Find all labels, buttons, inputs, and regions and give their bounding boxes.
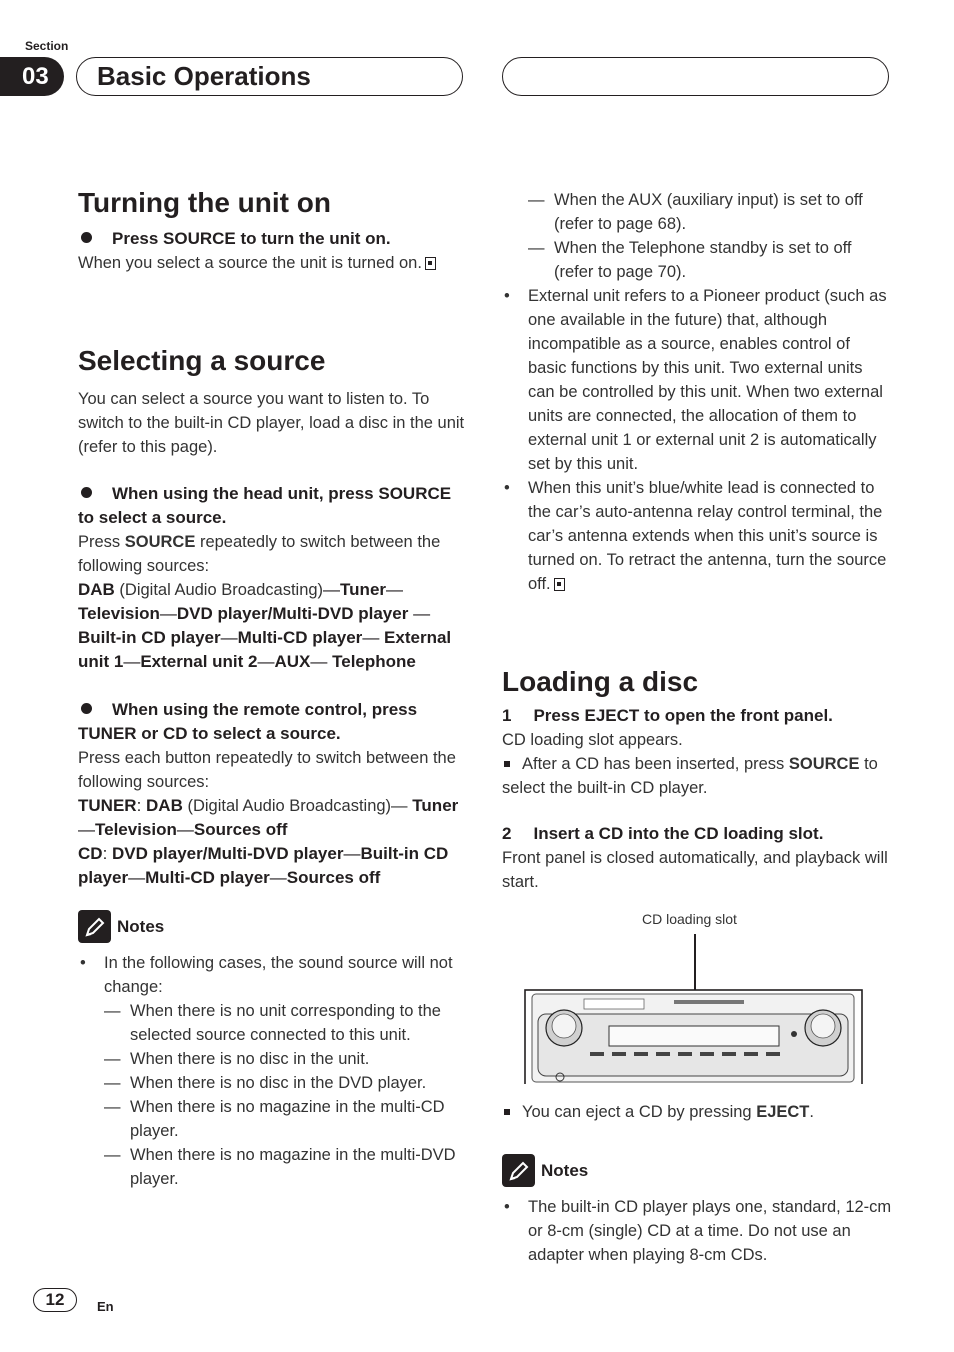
right-column bbox=[502, 188, 892, 1267]
square-bullet-icon bbox=[504, 761, 510, 767]
notes-left-bullet: • In the following cases, the sound source will not change: bbox=[80, 954, 453, 996]
step-insert: 2 Insert a CD into the CD loading slot. bbox=[502, 824, 824, 843]
notes-heading-left: Notes bbox=[78, 910, 470, 943]
figure-label: CD loading slot bbox=[642, 911, 737, 927]
telephone-dash: — When the Telephone standby is set to off (refer to page 70). bbox=[528, 239, 852, 281]
step-remote: When using the remote control, press TUNER or CD to select a source. bbox=[78, 700, 418, 743]
aux-dash: — When the AUX (auxiliary input) is set to off (refer to page 68). bbox=[528, 191, 863, 233]
eject-body: CD loading slot appears. bbox=[502, 731, 683, 749]
pencil-note-icon bbox=[78, 910, 111, 943]
left-column bbox=[78, 186, 470, 1191]
remote-body: Press each button repeatedly to switch between the following sources: bbox=[78, 749, 456, 791]
notes-right-bullet: • The built-in CD player plays one, standard, 12-cm or 8-cm (single) CD at a time. Do not use an adapter when playing 8-cm CDs. bbox=[504, 1198, 892, 1264]
heading-loading: Loading a disc bbox=[502, 666, 699, 697]
step-eject: 1 Press EJECT to open the front panel. bbox=[502, 706, 833, 725]
selecting-intro: You can select a source you want to listen to. To switch to the built-in CD player, load a disc in the unit (refer to this page). bbox=[78, 390, 465, 456]
chapter-title-box bbox=[76, 57, 463, 96]
chapter-title: Basic Operations bbox=[97, 61, 311, 91]
section-label: Section bbox=[25, 39, 69, 53]
turn-on-body: When you select a source the unit is turned on. bbox=[78, 251, 470, 275]
end-mark-icon bbox=[554, 578, 565, 591]
external-unit-bullet: • External unit refers to a Pioneer product (such as one available in the future) that, although incompatible as a source, enables control of basic functions by this unit. Two external units can be controlled by this unit. When two external units are connected, the allocation of them to external unit 1 or external unit 2 is automatically set by this unit. bbox=[504, 287, 887, 473]
eject-note: After a CD has been inserted, press SOURCE to select the built-in CD player. bbox=[502, 755, 878, 797]
eject-tip: You can eject a CD by pressing EJECT. bbox=[502, 1100, 892, 1124]
end-mark-icon bbox=[425, 257, 436, 270]
pencil-note-icon bbox=[502, 1154, 535, 1187]
step-turn-on: Press SOURCE to turn the unit on. bbox=[78, 227, 470, 251]
bullet-dot bbox=[81, 487, 92, 498]
head-unit-body: Press SOURCE repeatedly to switch between the following sources: bbox=[78, 533, 441, 575]
bullet-dot bbox=[81, 703, 92, 714]
header-empty-box bbox=[502, 57, 889, 96]
tuner-sequence: TUNER: DAB (Digital Audio Broadcasting)— Tuner—Television—Sources off bbox=[78, 796, 459, 839]
antenna-bullet: • When this unit’s blue/white lead is connected to the car’s auto-antenna relay control terminal, the car’s antenna extends when this unit’s source is turned on. To retract the antenna, turn the source off. bbox=[504, 479, 887, 593]
bullet-dot bbox=[81, 232, 92, 243]
notes-left-dash: — When there is no unit corresponding to the selected source connected to this unit. bbox=[104, 1002, 441, 1044]
section-number: 03 bbox=[0, 57, 64, 96]
notes-left-dash: — When there is no magazine in the multi-CD player. bbox=[104, 1098, 445, 1140]
notes-heading-right: Notes bbox=[502, 1154, 892, 1187]
language-label: En bbox=[97, 1299, 114, 1314]
notes-left-dash: — When there is no disc in the DVD player. bbox=[104, 1074, 427, 1092]
square-bullet-icon bbox=[504, 1109, 510, 1115]
heading-selecting: Selecting a source bbox=[78, 345, 326, 376]
heading-turning-on: Turning the unit on bbox=[78, 187, 331, 218]
page-number: 12 bbox=[33, 1288, 77, 1312]
notes-left-dash: — When there is no disc in the unit. bbox=[104, 1050, 370, 1068]
head-unit-illustration bbox=[524, 934, 864, 1084]
cd-sequence: CD: DVD player/Multi-DVD player—Built-in CD player—Multi-CD player—Sources off bbox=[78, 844, 449, 887]
source-sequence: DAB (Digital Audio Broadcasting)—Tuner— Television—DVD player/Multi-DVD player —Built-in CD player—Multi-CD player— External unit 1—External unit 2—AUX— Telephone bbox=[78, 580, 452, 671]
insert-body: Front panel is closed automatically, and playback will start. bbox=[502, 849, 888, 891]
notes-left-dash: — When there is no magazine in the multi-DVD player. bbox=[104, 1146, 456, 1188]
step-head-unit: When using the head unit, press SOURCE to select a source. bbox=[78, 484, 452, 527]
cd-unit-figure bbox=[502, 904, 892, 1100]
